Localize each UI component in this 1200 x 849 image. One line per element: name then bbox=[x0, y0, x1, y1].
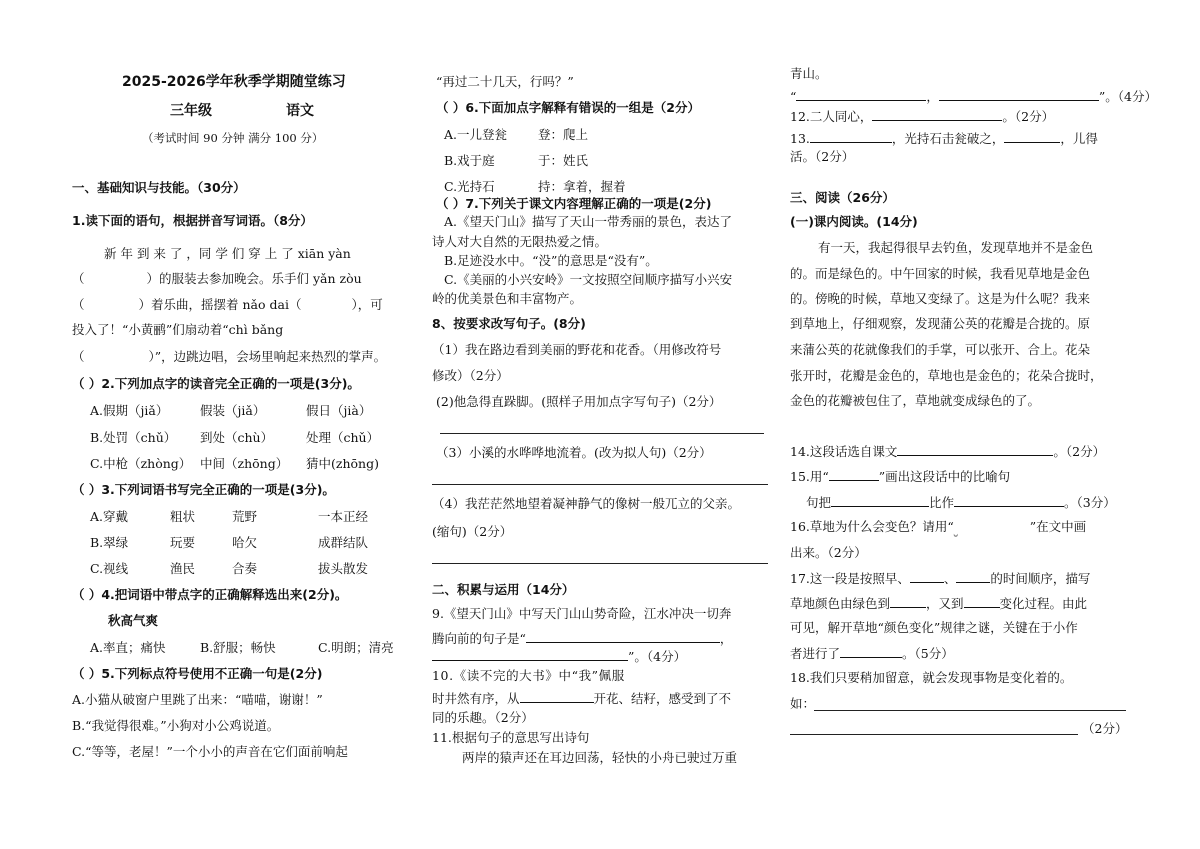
passage-line-6: 张开时，花瓣是金色的，草地也是金色的；花朵合拢时， bbox=[790, 368, 1103, 383]
question-17-line-2: 草地颜色由绿色到 ，又到 变化过程。由此 bbox=[790, 596, 1088, 611]
question-17-line-1: 17.这一段是按照早、 、 的时间顺序，描写 bbox=[790, 571, 1091, 586]
q18-points: （2分） bbox=[1082, 721, 1128, 736]
q1-line-3: （ ）着乐曲，摇摆着 nǎo dai（ ），可 bbox=[72, 297, 383, 312]
q7-option-a-1: A.《望天门山》描写了天山一带秀丽的景色，表达了 bbox=[444, 214, 733, 229]
q15-blank-1[interactable] bbox=[831, 494, 929, 507]
q3-option-a-4: 一本正经 bbox=[318, 509, 369, 524]
q15-blank-2[interactable] bbox=[954, 494, 1064, 507]
passage-line-7: 金色的花瓣被包住了，草地就变成绿色的了。 bbox=[790, 393, 1041, 408]
q6-option-b-2: 于：姓氏 bbox=[538, 153, 589, 168]
q10-line-3: 同的乐趣。（2分） bbox=[432, 710, 534, 725]
q3-option-b-3: 哈欠 bbox=[232, 535, 258, 550]
question-16-line-1: 16.草地为什么会变色？请用“ ”在文中画 bbox=[790, 519, 1087, 534]
q15-mark-sample bbox=[829, 468, 879, 481]
q2-option-b-1: B.处罚（chǔ） bbox=[90, 430, 177, 445]
q2-option-b-2: 到处（chù） bbox=[200, 430, 274, 445]
section-1-heading: 一、基础知识与技能。（30分） bbox=[72, 180, 246, 195]
q3-option-a-3: 荒野 bbox=[232, 509, 258, 524]
q13-blank-1[interactable] bbox=[810, 130, 892, 143]
q7-option-c-1: C.《美丽的小兴安岭》一文按照空间顺序描写小兴安 bbox=[444, 272, 733, 287]
q6-option-a-2: 登：爬上 bbox=[538, 127, 589, 142]
q9-line-3: ”。（4分） bbox=[432, 648, 686, 665]
q17-blank-2[interactable] bbox=[956, 570, 990, 583]
subject-label: 语文 bbox=[286, 103, 314, 119]
q8-item-3: （3）小溪的水哗哗地流着。(改为拟人句)（2分） bbox=[436, 445, 712, 460]
q7-option-b: B.足迹没水中。“没”的意思是“没有”。 bbox=[444, 253, 658, 268]
question-18-example-label: 如： bbox=[790, 696, 816, 711]
q13-blank-2[interactable] bbox=[1004, 130, 1060, 143]
q3-option-b-2: 玩要 bbox=[170, 535, 196, 550]
q17-blank-5[interactable] bbox=[840, 645, 902, 658]
q8-item-4b: (缩句)（2分） bbox=[432, 524, 513, 539]
q2-option-a-2: 假装（jiǎ） bbox=[200, 403, 266, 418]
q11-answer-line: “ ， ”。（4分） bbox=[790, 89, 1157, 104]
grade-label: 三年级 bbox=[170, 103, 212, 119]
q11-prompt: 两岸的猿声还在耳边回荡，轻快的小舟已驶过万重 bbox=[462, 750, 738, 765]
q8-4-answer-line[interactable] bbox=[432, 563, 768, 564]
section-3-heading: 三、阅读（26分） bbox=[790, 190, 895, 205]
q10-line-1: 10.《读不完的大书》中“我”佩服 bbox=[432, 668, 625, 683]
q2-option-a-3: 假日（jià） bbox=[306, 403, 372, 418]
q3-option-a-2: 粗状 bbox=[170, 509, 196, 524]
subsection-1-heading: (一)课内阅读。(14分) bbox=[790, 214, 918, 229]
q3-option-b-4: 成群结队 bbox=[318, 535, 369, 550]
q4-option-b: B.舒服；畅快 bbox=[200, 640, 276, 655]
q2-option-c-1: C.中枪（zhòng） bbox=[90, 456, 192, 471]
q8-item-4a: （4）我茫茫然地望着凝神静气的像树一般兀立的父亲。 bbox=[432, 496, 740, 511]
q5-option-b: B.“我觉得很难。”小狗对小公鸡说道。 bbox=[72, 718, 280, 733]
q9-line-2: 腾向前的句子是“ ， bbox=[432, 631, 733, 646]
question-16-line-2: 出来。（2分） bbox=[790, 545, 867, 560]
q8-item-1a: （1）我在路边看到美丽的野花和花香。（用修改符号 bbox=[432, 342, 722, 357]
question-15-line-2: 句把 比作 。（3分） bbox=[806, 495, 1116, 510]
q8-item-2: (2)他急得直跺脚。(照样子用加点字写句子)（2分） bbox=[436, 394, 722, 409]
q6-option-a-1: A.一儿登瓮 bbox=[444, 127, 508, 142]
q3-option-c-1: C.视线 bbox=[90, 561, 129, 576]
q9-blank-1[interactable] bbox=[526, 630, 720, 643]
question-8: 8、按要求改写句子。(8分) bbox=[432, 316, 586, 331]
q17-blank-1[interactable] bbox=[910, 570, 944, 583]
q1-line-4: 投入了！“小黄鹂”们扇动着“chì bǎng bbox=[72, 322, 284, 337]
q5-continuation: “再过二十几天，行吗？” bbox=[436, 74, 574, 89]
q2-option-c-2: 中间（zhōng） bbox=[200, 456, 289, 471]
question-3: （ ）3.下列词语书写完全正确的一项是(3分)。 bbox=[72, 482, 335, 497]
q9-line-1: 9.《望天门山》中写天门山山势奇险，江水冲决一切奔 bbox=[432, 606, 732, 621]
passage-line-1: 有一天，我起得很早去钓鱼，发现草地并不是金色 bbox=[818, 240, 1094, 255]
question-13: 13. ，光持石击瓮破之， ，儿得 bbox=[790, 131, 1098, 146]
q11-blank-1[interactable] bbox=[796, 88, 926, 101]
q9-blank-2[interactable] bbox=[432, 648, 628, 661]
question-6: （ ）6.下面加点字解释有错误的一组是（2分） bbox=[436, 100, 700, 115]
q2-option-b-3: 处理（chǔ） bbox=[306, 430, 380, 445]
q7-option-c-2: 岭的优美景色和丰富物产。 bbox=[432, 291, 583, 306]
question-7: （ ）7.下列关于课文内容理解正确的一项是(2分) bbox=[436, 196, 712, 211]
q10-blank[interactable] bbox=[520, 690, 594, 703]
question-15-line-1: 15.用“ ”画出这段话中的比喻句 bbox=[790, 469, 1011, 484]
q1-line-1: 新 年 到 来 了 ，同 学 们 穿 上 了 xiān yàn bbox=[104, 246, 351, 261]
q11-blank-2[interactable] bbox=[939, 88, 1099, 101]
q3-option-b-1: B.翠绿 bbox=[90, 535, 129, 550]
q10-line-2: 时井然有序，从 开花、结籽，感受到了不 bbox=[432, 691, 732, 706]
q8-2-answer-line[interactable] bbox=[440, 433, 764, 434]
q18-answer-line-1[interactable] bbox=[814, 710, 1126, 711]
question-12: 12.二人同心， 。（2分） bbox=[790, 109, 1055, 124]
page-title: 2025-2026学年秋季学期随堂练习 bbox=[122, 74, 346, 90]
q17-blank-3[interactable] bbox=[890, 595, 926, 608]
passage-line-4: 到草地上，仔细观察，发现蒲公英的花瓣是合拢的。原 bbox=[790, 316, 1091, 331]
q4-word: 秋高气爽 bbox=[108, 613, 159, 628]
question-11: 11.根据句子的意思写出诗句 bbox=[432, 730, 590, 745]
passage-line-2: 的。而是绿色的。中午回家的时候，我看见草地是金色 bbox=[790, 266, 1091, 281]
q1-line-2: （ ）的服装去参加晚会。乐手们 yǎn zòu bbox=[72, 271, 362, 286]
q5-option-a: A.小猫从破窗户里跳了出来：“喵喵，谢谢！” bbox=[72, 692, 323, 707]
q8-3-answer-line[interactable] bbox=[432, 484, 768, 485]
q6-option-c-1: C.光持石 bbox=[444, 179, 495, 194]
question-14: 14.这段话选自课文 。（2分） bbox=[790, 444, 1106, 459]
q3-option-a-1: A.穿戴 bbox=[90, 509, 129, 524]
q4-option-a: A.率直；痛快 bbox=[90, 640, 166, 655]
question-4: （ ）4.把词语中带点字的正确解释选出来(2分)。 bbox=[72, 587, 348, 602]
q6-option-b-1: B.戏于庭 bbox=[444, 153, 495, 168]
q7-option-a-2: 诗人对大自然的无限热爱之情。 bbox=[432, 234, 608, 249]
q13-line-2: 活。（2分） bbox=[790, 149, 855, 164]
q1-line-5: （ ）”，边跳边唱，会场里响起来热烈的掌声。 bbox=[72, 349, 387, 364]
passage-line-5: 来蒲公英的花就像我们的手掌，可以张开、合上。花朵 bbox=[790, 342, 1091, 357]
q3-option-c-2: 渔民 bbox=[170, 561, 196, 576]
section-2-heading: 二、积累与运用（14分） bbox=[432, 582, 575, 597]
q12-blank[interactable] bbox=[872, 108, 1002, 121]
q4-option-c: C.明朗；清亮 bbox=[318, 640, 394, 655]
q14-blank[interactable] bbox=[897, 443, 1053, 456]
q18-answer-line-2[interactable] bbox=[790, 734, 1078, 735]
question-17-line-3: 可见，解开草地“颜色变化”规律之谜，关键在于小作 bbox=[790, 620, 1078, 635]
q3-option-c-4: 拔头散发 bbox=[318, 561, 369, 576]
q2-option-a-1: A.假期（jiǎ） bbox=[90, 403, 169, 418]
question-17-line-4: 者进行了 。（5分） bbox=[790, 646, 954, 661]
q11-continuation: 青山。 bbox=[790, 66, 828, 81]
question-2: （ ）2.下列加点字的读音完全正确的一项是(3分)。 bbox=[72, 376, 360, 391]
q16-wavy-mark bbox=[954, 519, 1030, 535]
q17-blank-4[interactable] bbox=[964, 595, 1000, 608]
q2-option-c-3: 猜中(zhōng) bbox=[306, 456, 379, 471]
question-18: 18.我们只要稍加留意，就会发现事物是变化着的。 bbox=[790, 670, 1073, 685]
passage-line-3: 的。傍晚的时候，草地又变绿了。这是为什么呢？我来 bbox=[790, 291, 1091, 306]
question-5: （ ）5.下列标点符号使用不正确一句是(2分) bbox=[72, 666, 323, 681]
exam-info: （考试时间 90 分钟 满分 100 分） bbox=[142, 131, 324, 145]
question-1-title: 1.读下面的语句，根据拼音写词语。（8分） bbox=[72, 213, 313, 228]
q8-item-1b: 修改）（2分） bbox=[432, 368, 509, 383]
q3-option-c-3: 合奏 bbox=[232, 561, 258, 576]
q5-option-c: C.“等等，老屋！”一个小小的声音在它们面前响起 bbox=[72, 744, 348, 759]
q6-option-c-2: 持：拿着，握着 bbox=[538, 179, 626, 194]
